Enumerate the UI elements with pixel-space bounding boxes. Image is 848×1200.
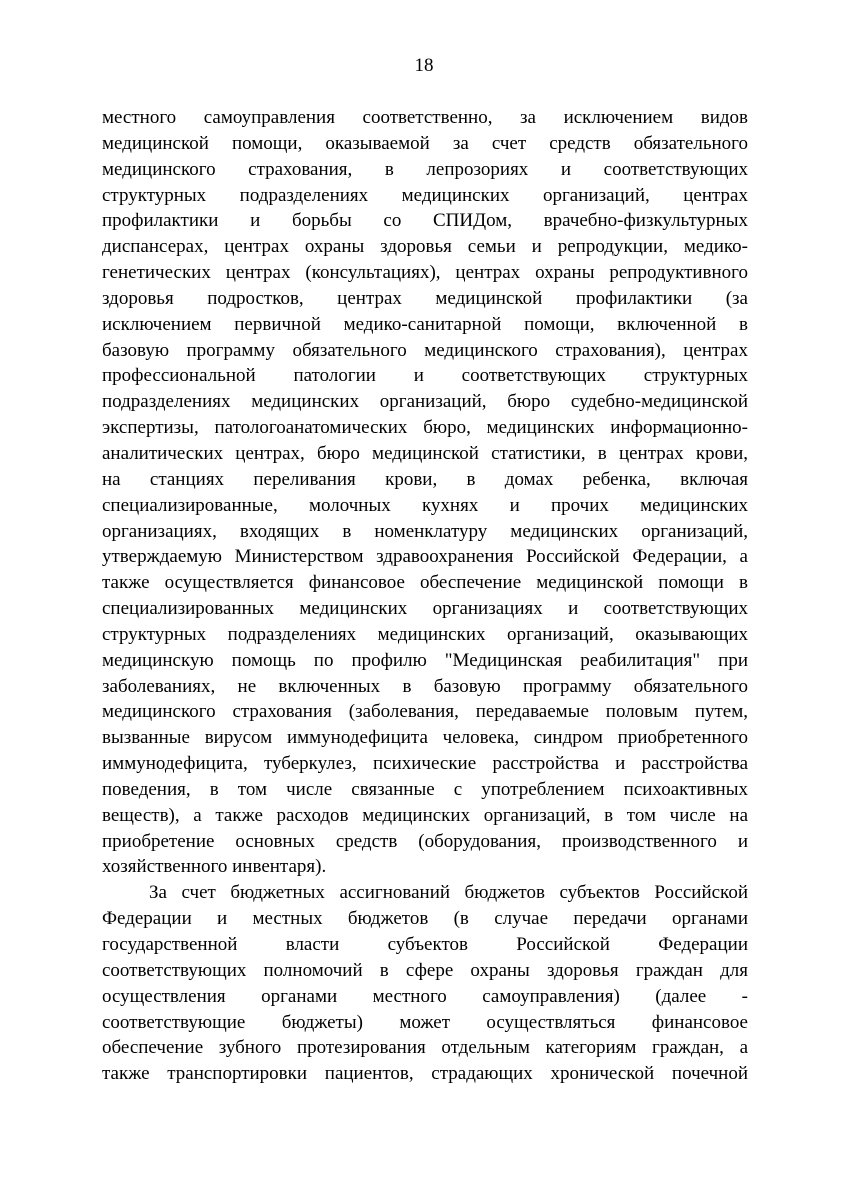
text-line: профилактики и борьбы со СПИДом, врачебно-физкультурных bbox=[102, 210, 748, 232]
text-line: Федерации и местных бюджетов (в случае передачи органами bbox=[102, 908, 748, 930]
text-line: медицинского страхования, в лепрозориях и соответствующих bbox=[102, 158, 748, 180]
page-number: 18 bbox=[414, 55, 434, 76]
text-line: соответствующих полномочий в сфере охраны здоровья граждан для bbox=[102, 959, 748, 981]
text-line: экспертизы, патологоанатомических бюро, медицинских информационно- bbox=[102, 417, 748, 439]
text-line: подразделениях медицинских организаций, бюро судебно-медицинской bbox=[102, 391, 748, 413]
text-line: утверждаемую Министерством здравоохранения Российской Федерации, а bbox=[102, 546, 748, 568]
text-line: поведения, в том числе связанные с употреблением психоактивных bbox=[102, 778, 748, 800]
text-line: медицинскую помощь по профилю "Медицинская реабилитация" при bbox=[102, 649, 748, 671]
text-line: исключением первичной медико-санитарной помощи, включенной в bbox=[102, 313, 748, 335]
paragraph-last-line: хозяйственного инвентаря). bbox=[102, 856, 327, 878]
text-line: государственной власти субъектов Российской Федерации bbox=[102, 934, 748, 955]
text-line: генетических центрах (консультациях), центрах охраны репродуктивного bbox=[102, 262, 748, 284]
text-line: на станциях переливания крови, в домах ребенка, включая bbox=[102, 468, 748, 490]
text-line: иммунодефицита, туберкулез, психические расстройства и расстройства bbox=[102, 753, 748, 775]
text-line: структурных подразделениях медицинских организаций, центрах bbox=[102, 184, 748, 206]
paragraph-first-line: За счет бюджетных ассигнований бюджетов субъектов Российской bbox=[149, 882, 748, 904]
text-line: профессиональной патологии и соответствующих структурных bbox=[102, 365, 748, 387]
text-line: аналитических центрах, бюро медицинской статистики, в центрах крови, bbox=[102, 442, 748, 464]
text-line: обеспечение зубного протезирования отдельным категориям граждан, а bbox=[102, 1037, 748, 1059]
text-line: соответствующие бюджеты) может осуществляться финансовое bbox=[102, 1011, 748, 1033]
text-line: местного самоуправления соответственно, за исключением видов bbox=[102, 107, 748, 128]
text-line: также транспортировки пациентов, страдающих хронической почечной bbox=[102, 1063, 748, 1085]
text-line: вызванные вирусом иммунодефицита человека, синдром приобретенного bbox=[102, 727, 748, 749]
text-line: заболеваниях, не включенных в базовую программу обязательного bbox=[102, 675, 748, 697]
text-line: диспансерах, центрах охраны здоровья семьи и репродукции, медико- bbox=[102, 236, 748, 258]
text-line: медицинской помощи, оказываемой за счет средств обязательного bbox=[102, 132, 748, 154]
text-line: также осуществляется финансовое обеспечение медицинской помощи в bbox=[102, 572, 748, 594]
text-line: специализированных медицинских организациях и соответствующих bbox=[102, 598, 748, 620]
text-line: приобретение основных средств (оборудования, производственного и bbox=[102, 830, 748, 852]
text-line: здоровья подростков, центрах медицинской профилактики (за bbox=[102, 287, 748, 309]
body-text bbox=[102, 105, 748, 1087]
text-line: базовую программу обязательного медицинского страхования), центрах bbox=[102, 339, 748, 361]
text-line: медицинского страхования (заболевания, передаваемые половым путем, bbox=[102, 701, 748, 723]
text-line: организациях, входящих в номенклатуру медицинских организаций, bbox=[102, 520, 748, 542]
text-line: осуществления органами местного самоуправления) (далее - bbox=[102, 985, 748, 1007]
text-line: специализированные, молочных кухнях и прочих медицинских bbox=[102, 494, 748, 516]
text-line: веществ), а также расходов медицинских организаций, в том числе на bbox=[102, 804, 748, 826]
text-line: структурных подразделениях медицинских организаций, оказывающих bbox=[102, 623, 748, 645]
